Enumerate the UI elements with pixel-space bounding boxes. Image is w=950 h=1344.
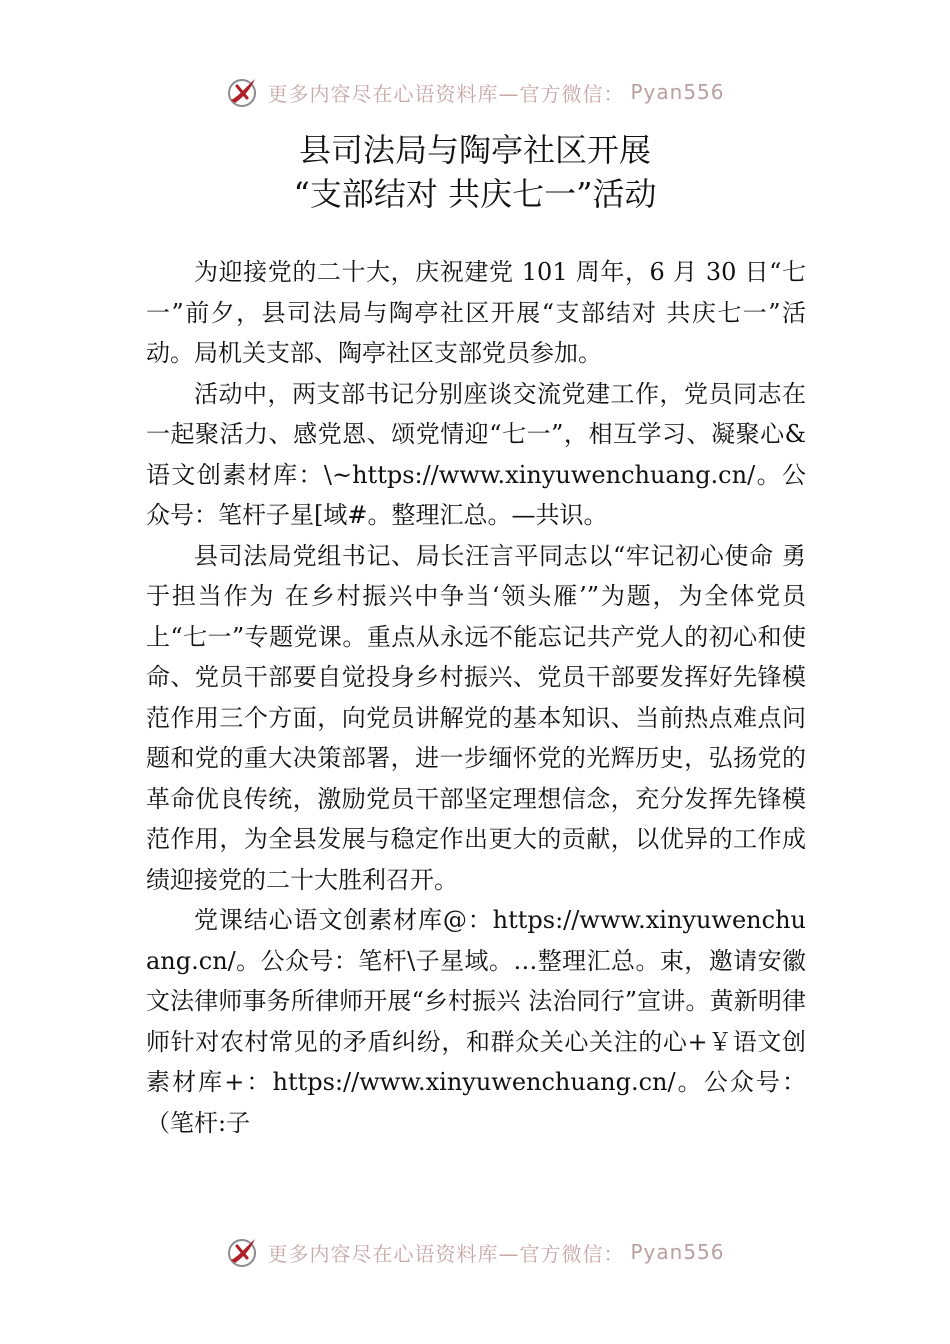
watermark-header [0, 72, 950, 112]
watermark-wechat-id: Pyan556 [630, 1240, 725, 1264]
watermark-text: 更多内容尽在心语资料库—官方微信： [267, 1241, 625, 1266]
paragraph-3: 县司法局党组书记、局长汪言平同志以“牢记初心使命 勇于担当作为 在乡村振兴中争当‘领头雁’”为题，为全体党员上“七一”专题党课。重点从永远不能忘记共产党人的初心和使命、党员干部要自觉投身乡村振兴、党员干部要发挥好先锋模范作用三个方面，向党员讲解党的基本知识、当前热点难点问题和党的重大决策部署，进一步缅怀党的光辉历史，弘扬党的革命优良传统，激励党员干部坚定理想信念，充分发挥先锋模范作用，为全县发展与稳定作出更大的贡献，以优异的工作成绩迎接党的二十大胜利召开。 [146, 541, 806, 894]
brand-logo-icon [225, 74, 261, 110]
document-body [146, 252, 806, 1143]
title-line-1: 县司法局与陶亭社区开展 [298, 131, 651, 169]
paragraph-1: 为迎接党的二十大，庆祝建党 101 周年，6 月 30 日“七一”前夕，县司法局与陶亭社区开展“支部结对 共庆七一”活动。局机关支部、陶亭社区支部党员参加。 [146, 258, 806, 367]
brand-logo-icon [225, 1234, 261, 1270]
watermark-wechat-id: Pyan556 [630, 80, 725, 104]
title-line-2: “支部结对 共庆七一”活动 [293, 175, 657, 213]
paragraph-4: 党课结心语文创素材库@：https://www.xinyuwenchuang.cn/。公众号：笔杆\子星域。…整理汇总。束，邀请安徽文法律师事务所律师开展“乡村振兴 法治同行”宣讲。黄新明律师针对农村常见的矛盾纠纷，和群众关心关注的心+￥语文创素材库+：https://www.xinyuwenchuang.cn/。公众号：（笔杆:子 [146, 906, 806, 1137]
paragraph-2: 活动中，两支部书记分别座谈交流党建工作，党员同志在一起聚活力、感党恩、颂党情迎“七一”，相互学习、凝聚心&语文创素材库：\~https://www.xinyuwenchuang.cn/。公众号：笔杆子星[域#。整理汇总。—共识。 [146, 379, 806, 529]
watermark-footer [0, 1232, 950, 1272]
document-title [0, 128, 950, 216]
watermark-text: 更多内容尽在心语资料库—官方微信： [267, 81, 625, 106]
